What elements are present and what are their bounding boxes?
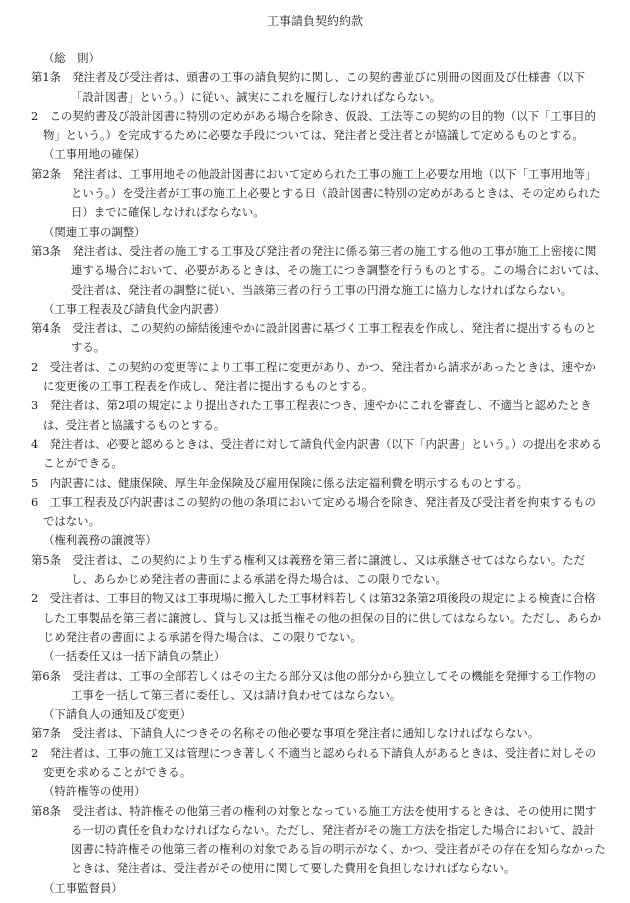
section-heading: （工事工程表及び請負代金内訳書）: [43, 301, 226, 316]
numbered-paragraph: 2 受注者は、この契約の変更等により工事工程に変更があり、かつ、発注者から請求があったときは、速やかに変更後の工事工程表を作成し、発注者に提出するものとする。: [31, 359, 596, 394]
section-heading: （総 則）: [43, 51, 100, 65]
section-heading: （下請負人の通知及び変更）: [43, 707, 192, 722]
numbered-paragraph: 2 発注者は、工事の施工又は管理につき著しく不適当と認められる下請負人があるときは、受注者に対しその変更を求めることができる。: [31, 745, 597, 779]
article-paragraph: 第8条 受注者は、特許権その他第三者の権利の対象となっている施工方法を使用するときは、その使用に関する一切の責任を負わなければならない。ただし、発注者がその施工方法を指定した場合において、設計図書に特許権その他第三者の権利の対象である旨の明示がなく、かつ、受注者がその存在を知らなかったときは、発注者は、受注者がその使用に関して要した費用を負担しなければならない。: [31, 803, 606, 876]
numbered-paragraph: 5 内訳書には、健康保険、厚生年金保険及び雇用保険に係る法定福利費を明示するものとする。: [31, 475, 529, 490]
document-body: [31, 49, 606, 898]
numbered-paragraph: 6 工事工程表及び内訳書はこの契約の他の条項において定める場合を除き、発注者及び受注者を拘束するものではない。: [31, 494, 596, 529]
article-paragraph: 第5条 受注者は、この契約により生ずる権利又は義務を第三者に譲渡し、又は承継させてはならない。ただし、あらかじめ発注者の書面による承諾を得た場合は、この限りでない。: [31, 552, 585, 587]
section-heading: （関連工事の調整）: [43, 224, 146, 239]
section-heading: （特許権等の使用）: [43, 784, 146, 799]
article-paragraph: 第6条 受注者は、工事の全部若しくはその主たる部分又は他の部分から独立してその機能を発揮する工作物の工事を一括して第三者に委任し、又は請け負わせてはならない。: [31, 668, 597, 702]
section-heading: （一括委任又は一括下請負の禁止）: [43, 649, 226, 664]
article-paragraph: 第7条 受注者は、下請負人につきその名称その他必要な事項を発注者に通知しなければならない。: [31, 726, 540, 741]
section-heading: （権利義務の譲渡等）: [43, 533, 157, 548]
section-heading: （工事用地の確保）: [43, 147, 146, 162]
numbered-paragraph: 3 発注者は、第2項の規定により提出された工事工程表につき、速やかにこれを審査し、不適当と認めたときは、受注者と協議するものとする。: [31, 398, 592, 432]
article-paragraph: 第4条 受注者は、この契約の締結後速やかに設計図書に基づく工事工程表を作成し、発注者に提出するものとする。: [31, 321, 597, 355]
document-title: 工事請負契約約款: [266, 14, 363, 28]
numbered-paragraph: 2 この契約書及び設計図書に特別の定めがある場合を除き、仮設、工法等この契約の目的物（以下「工事目的物」という。）を完成するために必要な手段については、発注者と受注者とが協議して定めるものとする。: [31, 108, 596, 143]
article-paragraph: 第2条 発注者は、工事用地その他設計図書において定められた工事の施工上必要な用地（以下「工事用地等」という。）を受注者が工事の施工上必要とする日（設計図書に特別の定めがあるときは、その定められた日）までに確保しなければならない。: [31, 166, 601, 220]
numbered-paragraph: 2 受注者は、工事目的物又は工事現場に搬入した工事材料若しくは第32条第2項後段の規定による検査に合格した工事製品を第三者に譲渡し、貸与し又は抵当権その他の担保の目的に供してはならない。ただし、あらかじめ発注者の書面による承諾を得た場合は、この限りでない。: [31, 591, 602, 644]
section-heading: （工事監督員）: [43, 880, 123, 895]
article-paragraph: 第1条 発注者及び受注者は、頭書の工事の請負契約に関し、この契約書並びに別冊の図面及び仕様書（以下「設計図書」という。）に従い、誠実にこれを履行しなければならない。: [31, 70, 585, 104]
article-paragraph: 第3条 発注者は、受注者の施工する工事及び発注者の発注に係る第三者の施工する他の工事が施工上密接に関連する場合において、必要があるときは、その施工につき調整を行うものとする。この場合においては、受注者は、発注者の調整に従い、当該第三者の行う工事の円滑な施工に協力しなければならない。: [31, 243, 606, 297]
numbered-paragraph: 4 発注者は、必要と認めるときは、受注者に対して請負代金内訳書（以下「内訳書」という。）の提出を求めることができる。: [31, 436, 603, 471]
